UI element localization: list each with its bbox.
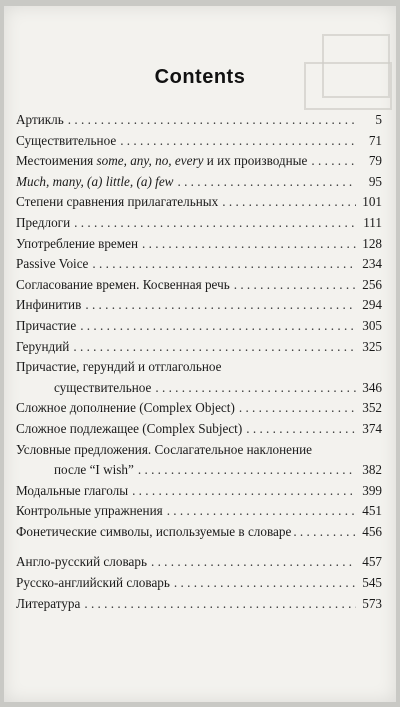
- toc-entry-label-continued: после “I wish”: [54, 462, 134, 478]
- toc-entry: [16, 172, 382, 193]
- toc-page-number: 256: [362, 276, 382, 292]
- dot-leader: [73, 337, 356, 358]
- toc-page-number: 95: [368, 173, 382, 189]
- toc-entry-label: Согласование времен. Косвенная речь: [16, 276, 230, 292]
- toc-entry-label: Сложное подлежащее (Complex Subject): [16, 420, 243, 436]
- toc-entry: [16, 316, 382, 337]
- toc-entry-label: Англо-русский словарь: [16, 554, 147, 570]
- toc-entry: [16, 419, 382, 440]
- toc-entry: [16, 398, 382, 419]
- dot-leader: [174, 573, 356, 594]
- toc-page-number: 234: [362, 256, 382, 272]
- toc-page-number: 325: [362, 338, 382, 354]
- toc-entry: [16, 295, 382, 316]
- toc-page-number: 79: [368, 153, 382, 169]
- toc-page-number: 346: [362, 379, 382, 395]
- toc-entry-label: Passive Voice: [16, 256, 89, 272]
- toc-entry: [16, 594, 382, 615]
- toc-page-number: 545: [362, 575, 382, 591]
- toc-entry: [16, 254, 382, 275]
- dot-leader: [74, 213, 356, 234]
- toc-entry: [16, 213, 382, 234]
- toc-entry: [16, 234, 382, 255]
- toc-entry: [16, 440, 382, 481]
- toc-page-number: 456: [362, 523, 382, 539]
- toc-entry: [16, 357, 382, 398]
- label-part: Местоимения: [16, 153, 97, 169]
- toc-entry-label: Модальные глаголы: [16, 482, 129, 498]
- toc-entry-label: Фонетические символы, используемые в словаре: [16, 523, 292, 539]
- toc-page-number: 101: [362, 194, 382, 210]
- toc-entry-label: Литература: [16, 595, 81, 611]
- toc-entry-label: Контрольные упражнения: [16, 503, 163, 519]
- toc-entry-label: Инфинитив: [16, 297, 82, 313]
- toc-entry-label: Условные предложения. Сослагательное наклонение: [16, 441, 312, 457]
- toc-entry-label: Существительное: [16, 132, 117, 148]
- toc-entry: [16, 522, 382, 543]
- toc-entry-label: Употребление времен: [16, 235, 139, 251]
- toc-entry-label: [16, 151, 307, 172]
- toc-entry-label: Причастие, герундий и отглагольное: [16, 359, 222, 375]
- toc-entry-label: Герундий: [16, 338, 70, 354]
- toc-page-number: 128: [362, 235, 382, 251]
- dot-leader: [234, 275, 356, 296]
- dot-leader: [239, 398, 356, 419]
- dot-leader: [80, 316, 356, 337]
- toc-entry: [16, 110, 382, 131]
- dot-leader: [142, 234, 356, 255]
- label-part: и их производные: [203, 153, 308, 169]
- toc-page-number: 573: [362, 595, 382, 611]
- toc-entry-label: Much, many, (a) little, (a) few: [16, 173, 174, 189]
- dot-leader: [155, 378, 356, 399]
- dot-leader: [84, 594, 356, 615]
- toc-page-number: 352: [362, 400, 382, 416]
- toc-entry: [16, 192, 382, 213]
- dot-leader: [120, 131, 356, 152]
- dot-leader: [293, 522, 358, 543]
- dot-leader: [92, 254, 356, 275]
- dot-leader: [167, 501, 356, 522]
- toc-entry: [16, 337, 382, 358]
- toc-page-number: 374: [362, 420, 382, 436]
- page-title: Contents: [154, 66, 246, 88]
- toc-entry-label: Артикль: [16, 112, 64, 127]
- toc-page-number: 382: [362, 462, 382, 478]
- dot-leader: [311, 151, 356, 172]
- section-gap: [16, 542, 382, 552]
- dot-leader: [132, 481, 356, 502]
- toc-page-number: 294: [362, 297, 382, 313]
- toc-page-number: 457: [362, 554, 382, 570]
- toc-page-number: 5: [375, 112, 382, 127]
- toc-entry: [16, 151, 382, 172]
- toc-entry-label-continued: существительное: [54, 379, 152, 395]
- dot-leader: [138, 460, 356, 481]
- toc-entry-label: Предлоги: [16, 214, 71, 230]
- book-page: [4, 6, 396, 702]
- toc-page-number: 305: [362, 317, 382, 333]
- toc-entry: [16, 573, 382, 594]
- table-of-contents: [16, 110, 382, 614]
- toc-entry: [16, 501, 382, 522]
- toc-page-number: 399: [362, 482, 382, 498]
- toc-page-number: 111: [363, 214, 382, 230]
- toc-entry-label: Степени сравнения прилагательных: [16, 194, 219, 210]
- toc-entry-label: Причастие: [16, 317, 77, 333]
- toc-entry-label: Русско-английский словарь: [16, 575, 170, 591]
- dot-leader: [222, 192, 356, 213]
- toc-page-number: 71: [368, 132, 382, 148]
- toc-entry: [16, 131, 382, 152]
- dot-leader: [151, 552, 356, 573]
- dot-leader: [177, 172, 356, 193]
- toc-entry: [16, 552, 382, 573]
- toc-entry: [16, 275, 382, 296]
- toc-entry-label: Сложное дополнение (Complex Object): [16, 400, 235, 416]
- label-part-italic: some, any, no, every: [96, 153, 204, 169]
- toc-page-number: 451: [362, 503, 382, 519]
- dot-leader: [246, 419, 356, 440]
- dot-leader: [68, 110, 356, 131]
- dot-leader: [85, 295, 356, 316]
- toc-entry: [16, 481, 382, 502]
